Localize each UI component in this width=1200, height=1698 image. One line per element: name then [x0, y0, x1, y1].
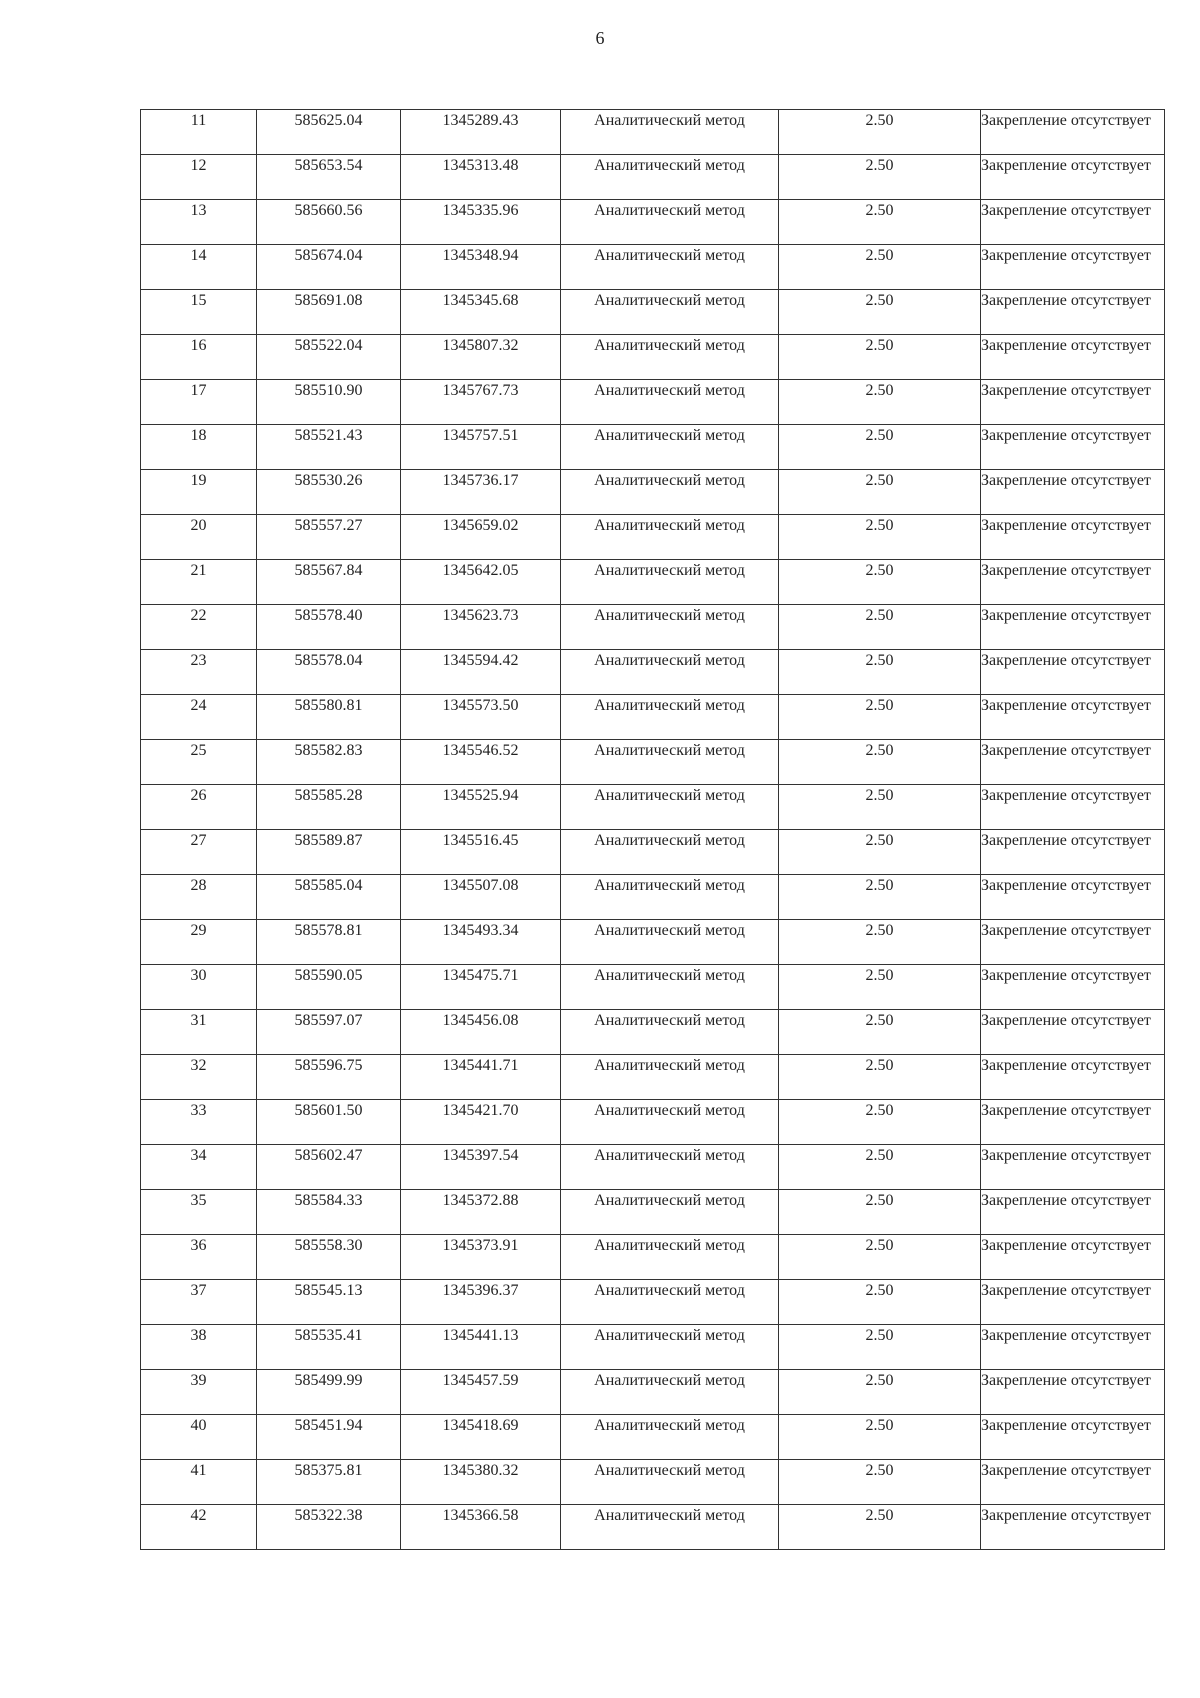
- fixing-cell: Закрепление отсутствует: [981, 1505, 1165, 1550]
- x-coordinate-cell: 585567.84: [257, 560, 401, 605]
- point-number-cell: 15: [141, 290, 257, 335]
- table-row: [141, 245, 1165, 290]
- point-number-cell: 40: [141, 1415, 257, 1460]
- accuracy-cell: 2.50: [779, 1010, 981, 1055]
- table-row: [141, 1235, 1165, 1280]
- x-coordinate-cell: 585584.33: [257, 1190, 401, 1235]
- y-coordinate-cell: 1345289.43: [401, 110, 561, 155]
- accuracy-cell: 2.50: [779, 380, 981, 425]
- accuracy-cell: 2.50: [779, 875, 981, 920]
- fixing-cell: Закрепление отсутствует: [981, 470, 1165, 515]
- table-row: [141, 335, 1165, 380]
- x-coordinate-cell: 585578.81: [257, 920, 401, 965]
- x-coordinate-cell: 585557.27: [257, 515, 401, 560]
- fixing-cell: Закрепление отсутствует: [981, 785, 1165, 830]
- table-row: [141, 1055, 1165, 1100]
- method-cell: Аналитический метод: [561, 1370, 779, 1415]
- point-number-cell: 41: [141, 1460, 257, 1505]
- accuracy-cell: 2.50: [779, 1055, 981, 1100]
- y-coordinate-cell: 1345456.08: [401, 1010, 561, 1055]
- x-coordinate-cell: 585597.07: [257, 1010, 401, 1055]
- fixing-cell: Закрепление отсутствует: [981, 380, 1165, 425]
- fixing-cell: Закрепление отсутствует: [981, 1010, 1165, 1055]
- y-coordinate-cell: 1345573.50: [401, 695, 561, 740]
- table-row: [141, 290, 1165, 335]
- y-coordinate-cell: 1345348.94: [401, 245, 561, 290]
- method-cell: Аналитический метод: [561, 1460, 779, 1505]
- table-row: [141, 875, 1165, 920]
- table-row: [141, 1145, 1165, 1190]
- table-row: [141, 1370, 1165, 1415]
- accuracy-cell: 2.50: [779, 1325, 981, 1370]
- accuracy-cell: 2.50: [779, 110, 981, 155]
- y-coordinate-cell: 1345421.70: [401, 1100, 561, 1145]
- y-coordinate-cell: 1345441.13: [401, 1325, 561, 1370]
- y-coordinate-cell: 1345594.42: [401, 650, 561, 695]
- y-coordinate-cell: 1345335.96: [401, 200, 561, 245]
- method-cell: Аналитический метод: [561, 470, 779, 515]
- y-coordinate-cell: 1345546.52: [401, 740, 561, 785]
- accuracy-cell: 2.50: [779, 965, 981, 1010]
- y-coordinate-cell: 1345757.51: [401, 425, 561, 470]
- table-row: [141, 920, 1165, 965]
- accuracy-cell: 2.50: [779, 1415, 981, 1460]
- point-number-cell: 31: [141, 1010, 257, 1055]
- method-cell: Аналитический метод: [561, 1325, 779, 1370]
- y-coordinate-cell: 1345380.32: [401, 1460, 561, 1505]
- fixing-cell: Закрепление отсутствует: [981, 200, 1165, 245]
- x-coordinate-cell: 585590.05: [257, 965, 401, 1010]
- x-coordinate-cell: 585545.13: [257, 1280, 401, 1325]
- x-coordinate-cell: 585674.04: [257, 245, 401, 290]
- point-number-cell: 14: [141, 245, 257, 290]
- method-cell: Аналитический метод: [561, 155, 779, 200]
- x-coordinate-cell: 585602.47: [257, 1145, 401, 1190]
- x-coordinate-cell: 585589.87: [257, 830, 401, 875]
- y-coordinate-cell: 1345642.05: [401, 560, 561, 605]
- fixing-cell: Закрепление отсутствует: [981, 110, 1165, 155]
- accuracy-cell: 2.50: [779, 1145, 981, 1190]
- method-cell: Аналитический метод: [561, 1055, 779, 1100]
- method-cell: Аналитический метод: [561, 380, 779, 425]
- x-coordinate-cell: 585625.04: [257, 110, 401, 155]
- method-cell: Аналитический метод: [561, 1280, 779, 1325]
- point-number-cell: 35: [141, 1190, 257, 1235]
- x-coordinate-cell: 585660.56: [257, 200, 401, 245]
- table-row: [141, 155, 1165, 200]
- point-number-cell: 11: [141, 110, 257, 155]
- accuracy-cell: 2.50: [779, 785, 981, 830]
- point-number-cell: 39: [141, 1370, 257, 1415]
- accuracy-cell: 2.50: [779, 920, 981, 965]
- fixing-cell: Закрепление отсутствует: [981, 965, 1165, 1010]
- fixing-cell: Закрепление отсутствует: [981, 830, 1165, 875]
- point-number-cell: 26: [141, 785, 257, 830]
- y-coordinate-cell: 1345493.34: [401, 920, 561, 965]
- x-coordinate-cell: 585580.81: [257, 695, 401, 740]
- y-coordinate-cell: 1345418.69: [401, 1415, 561, 1460]
- point-number-cell: 20: [141, 515, 257, 560]
- y-coordinate-cell: 1345313.48: [401, 155, 561, 200]
- fixing-cell: Закрепление отсутствует: [981, 1190, 1165, 1235]
- x-coordinate-cell: 585601.50: [257, 1100, 401, 1145]
- point-number-cell: 42: [141, 1505, 257, 1550]
- fixing-cell: Закрепление отсутствует: [981, 290, 1165, 335]
- x-coordinate-cell: 585499.99: [257, 1370, 401, 1415]
- point-number-cell: 30: [141, 965, 257, 1010]
- point-number-cell: 38: [141, 1325, 257, 1370]
- method-cell: Аналитический метод: [561, 650, 779, 695]
- y-coordinate-cell: 1345659.02: [401, 515, 561, 560]
- y-coordinate-cell: 1345457.59: [401, 1370, 561, 1415]
- table-row: [141, 515, 1165, 560]
- method-cell: Аналитический метод: [561, 515, 779, 560]
- x-coordinate-cell: 585691.08: [257, 290, 401, 335]
- y-coordinate-cell: 1345736.17: [401, 470, 561, 515]
- y-coordinate-cell: 1345373.91: [401, 1235, 561, 1280]
- x-coordinate-cell: 585585.28: [257, 785, 401, 830]
- point-number-cell: 22: [141, 605, 257, 650]
- coordinates-table-body: [141, 110, 1165, 1550]
- method-cell: Аналитический метод: [561, 920, 779, 965]
- method-cell: Аналитический метод: [561, 1235, 779, 1280]
- accuracy-cell: 2.50: [779, 1280, 981, 1325]
- method-cell: Аналитический метод: [561, 110, 779, 155]
- method-cell: Аналитический метод: [561, 740, 779, 785]
- table-row: [141, 605, 1165, 650]
- fixing-cell: Закрепление отсутствует: [981, 1100, 1165, 1145]
- x-coordinate-cell: 585596.75: [257, 1055, 401, 1100]
- table-row: [141, 470, 1165, 515]
- point-number-cell: 13: [141, 200, 257, 245]
- y-coordinate-cell: 1345345.68: [401, 290, 561, 335]
- accuracy-cell: 2.50: [779, 335, 981, 380]
- y-coordinate-cell: 1345441.71: [401, 1055, 561, 1100]
- fixing-cell: Закрепление отсутствует: [981, 245, 1165, 290]
- method-cell: Аналитический метод: [561, 1145, 779, 1190]
- fixing-cell: Закрепление отсутствует: [981, 1280, 1165, 1325]
- x-coordinate-cell: 585582.83: [257, 740, 401, 785]
- point-number-cell: 34: [141, 1145, 257, 1190]
- x-coordinate-cell: 585578.40: [257, 605, 401, 650]
- x-coordinate-cell: 585521.43: [257, 425, 401, 470]
- x-coordinate-cell: 585653.54: [257, 155, 401, 200]
- point-number-cell: 21: [141, 560, 257, 605]
- method-cell: Аналитический метод: [561, 785, 779, 830]
- method-cell: Аналитический метод: [561, 425, 779, 470]
- method-cell: Аналитический метод: [561, 245, 779, 290]
- table-row: [141, 1415, 1165, 1460]
- method-cell: Аналитический метод: [561, 965, 779, 1010]
- x-coordinate-cell: 585322.38: [257, 1505, 401, 1550]
- y-coordinate-cell: 1345623.73: [401, 605, 561, 650]
- y-coordinate-cell: 1345397.54: [401, 1145, 561, 1190]
- point-number-cell: 12: [141, 155, 257, 200]
- y-coordinate-cell: 1345396.37: [401, 1280, 561, 1325]
- accuracy-cell: 2.50: [779, 470, 981, 515]
- method-cell: Аналитический метод: [561, 830, 779, 875]
- y-coordinate-cell: 1345366.58: [401, 1505, 561, 1550]
- accuracy-cell: 2.50: [779, 155, 981, 200]
- fixing-cell: Закрепление отсутствует: [981, 1460, 1165, 1505]
- fixing-cell: Закрепление отсутствует: [981, 515, 1165, 560]
- accuracy-cell: 2.50: [779, 1460, 981, 1505]
- fixing-cell: Закрепление отсутствует: [981, 1055, 1165, 1100]
- fixing-cell: Закрепление отсутствует: [981, 1370, 1165, 1415]
- table-row: [141, 695, 1165, 740]
- fixing-cell: Закрепление отсутствует: [981, 560, 1165, 605]
- accuracy-cell: 2.50: [779, 1370, 981, 1415]
- fixing-cell: Закрепление отсутствует: [981, 650, 1165, 695]
- point-number-cell: 27: [141, 830, 257, 875]
- point-number-cell: 33: [141, 1100, 257, 1145]
- accuracy-cell: 2.50: [779, 1505, 981, 1550]
- x-coordinate-cell: 585451.94: [257, 1415, 401, 1460]
- method-cell: Аналитический метод: [561, 1415, 779, 1460]
- table-row: [141, 1460, 1165, 1505]
- table-row: [141, 425, 1165, 470]
- y-coordinate-cell: 1345516.45: [401, 830, 561, 875]
- table-row: [141, 830, 1165, 875]
- x-coordinate-cell: 585535.41: [257, 1325, 401, 1370]
- table-row: [141, 1010, 1165, 1055]
- x-coordinate-cell: 585585.04: [257, 875, 401, 920]
- method-cell: Аналитический метод: [561, 695, 779, 740]
- page-number: 6: [595, 28, 605, 48]
- method-cell: Аналитический метод: [561, 1100, 779, 1145]
- method-cell: Аналитический метод: [561, 290, 779, 335]
- fixing-cell: Закрепление отсутствует: [981, 425, 1165, 470]
- accuracy-cell: 2.50: [779, 425, 981, 470]
- table-row: [141, 965, 1165, 1010]
- table-row: [141, 650, 1165, 695]
- point-number-cell: 28: [141, 875, 257, 920]
- table-row: [141, 110, 1165, 155]
- fixing-cell: Закрепление отсутствует: [981, 1415, 1165, 1460]
- accuracy-cell: 2.50: [779, 605, 981, 650]
- table-row: [141, 380, 1165, 425]
- y-coordinate-cell: 1345767.73: [401, 380, 561, 425]
- y-coordinate-cell: 1345525.94: [401, 785, 561, 830]
- point-number-cell: 37: [141, 1280, 257, 1325]
- accuracy-cell: 2.50: [779, 650, 981, 695]
- table-row: [141, 785, 1165, 830]
- fixing-cell: Закрепление отсутствует: [981, 1145, 1165, 1190]
- table-row: [141, 1505, 1165, 1550]
- table-row: [141, 740, 1165, 785]
- point-number-cell: 32: [141, 1055, 257, 1100]
- accuracy-cell: 2.50: [779, 515, 981, 560]
- fixing-cell: Закрепление отсутствует: [981, 1325, 1165, 1370]
- method-cell: Аналитический метод: [561, 200, 779, 245]
- fixing-cell: Закрепление отсутствует: [981, 875, 1165, 920]
- method-cell: Аналитический метод: [561, 875, 779, 920]
- method-cell: Аналитический метод: [561, 335, 779, 380]
- fixing-cell: Закрепление отсутствует: [981, 920, 1165, 965]
- accuracy-cell: 2.50: [779, 560, 981, 605]
- accuracy-cell: 2.50: [779, 200, 981, 245]
- point-number-cell: 36: [141, 1235, 257, 1280]
- point-number-cell: 23: [141, 650, 257, 695]
- point-number-cell: 16: [141, 335, 257, 380]
- method-cell: Аналитический метод: [561, 1010, 779, 1055]
- fixing-cell: Закрепление отсутствует: [981, 605, 1165, 650]
- accuracy-cell: 2.50: [779, 740, 981, 785]
- fixing-cell: Закрепление отсутствует: [981, 1235, 1165, 1280]
- fixing-cell: Закрепление отсутствует: [981, 695, 1165, 740]
- point-number-cell: 19: [141, 470, 257, 515]
- method-cell: Аналитический метод: [561, 560, 779, 605]
- fixing-cell: Закрепление отсутствует: [981, 155, 1165, 200]
- y-coordinate-cell: 1345507.08: [401, 875, 561, 920]
- method-cell: Аналитический метод: [561, 605, 779, 650]
- table-row: [141, 1280, 1165, 1325]
- y-coordinate-cell: 1345807.32: [401, 335, 561, 380]
- point-number-cell: 24: [141, 695, 257, 740]
- table-row: [141, 200, 1165, 245]
- accuracy-cell: 2.50: [779, 695, 981, 740]
- coordinates-table: [140, 109, 1165, 1550]
- accuracy-cell: 2.50: [779, 245, 981, 290]
- x-coordinate-cell: 585578.04: [257, 650, 401, 695]
- table-row: [141, 560, 1165, 605]
- y-coordinate-cell: 1345372.88: [401, 1190, 561, 1235]
- table-row: [141, 1100, 1165, 1145]
- x-coordinate-cell: 585375.81: [257, 1460, 401, 1505]
- accuracy-cell: 2.50: [779, 1235, 981, 1280]
- fixing-cell: Закрепление отсутствует: [981, 335, 1165, 380]
- x-coordinate-cell: 585558.30: [257, 1235, 401, 1280]
- point-number-cell: 25: [141, 740, 257, 785]
- x-coordinate-cell: 585510.90: [257, 380, 401, 425]
- point-number-cell: 17: [141, 380, 257, 425]
- point-number-cell: 18: [141, 425, 257, 470]
- table-row: [141, 1190, 1165, 1235]
- y-coordinate-cell: 1345475.71: [401, 965, 561, 1010]
- fixing-cell: Закрепление отсутствует: [981, 740, 1165, 785]
- accuracy-cell: 2.50: [779, 1190, 981, 1235]
- x-coordinate-cell: 585530.26: [257, 470, 401, 515]
- x-coordinate-cell: 585522.04: [257, 335, 401, 380]
- accuracy-cell: 2.50: [779, 830, 981, 875]
- accuracy-cell: 2.50: [779, 1100, 981, 1145]
- accuracy-cell: 2.50: [779, 290, 981, 335]
- method-cell: Аналитический метод: [561, 1190, 779, 1235]
- method-cell: Аналитический метод: [561, 1505, 779, 1550]
- point-number-cell: 29: [141, 920, 257, 965]
- table-row: [141, 1325, 1165, 1370]
